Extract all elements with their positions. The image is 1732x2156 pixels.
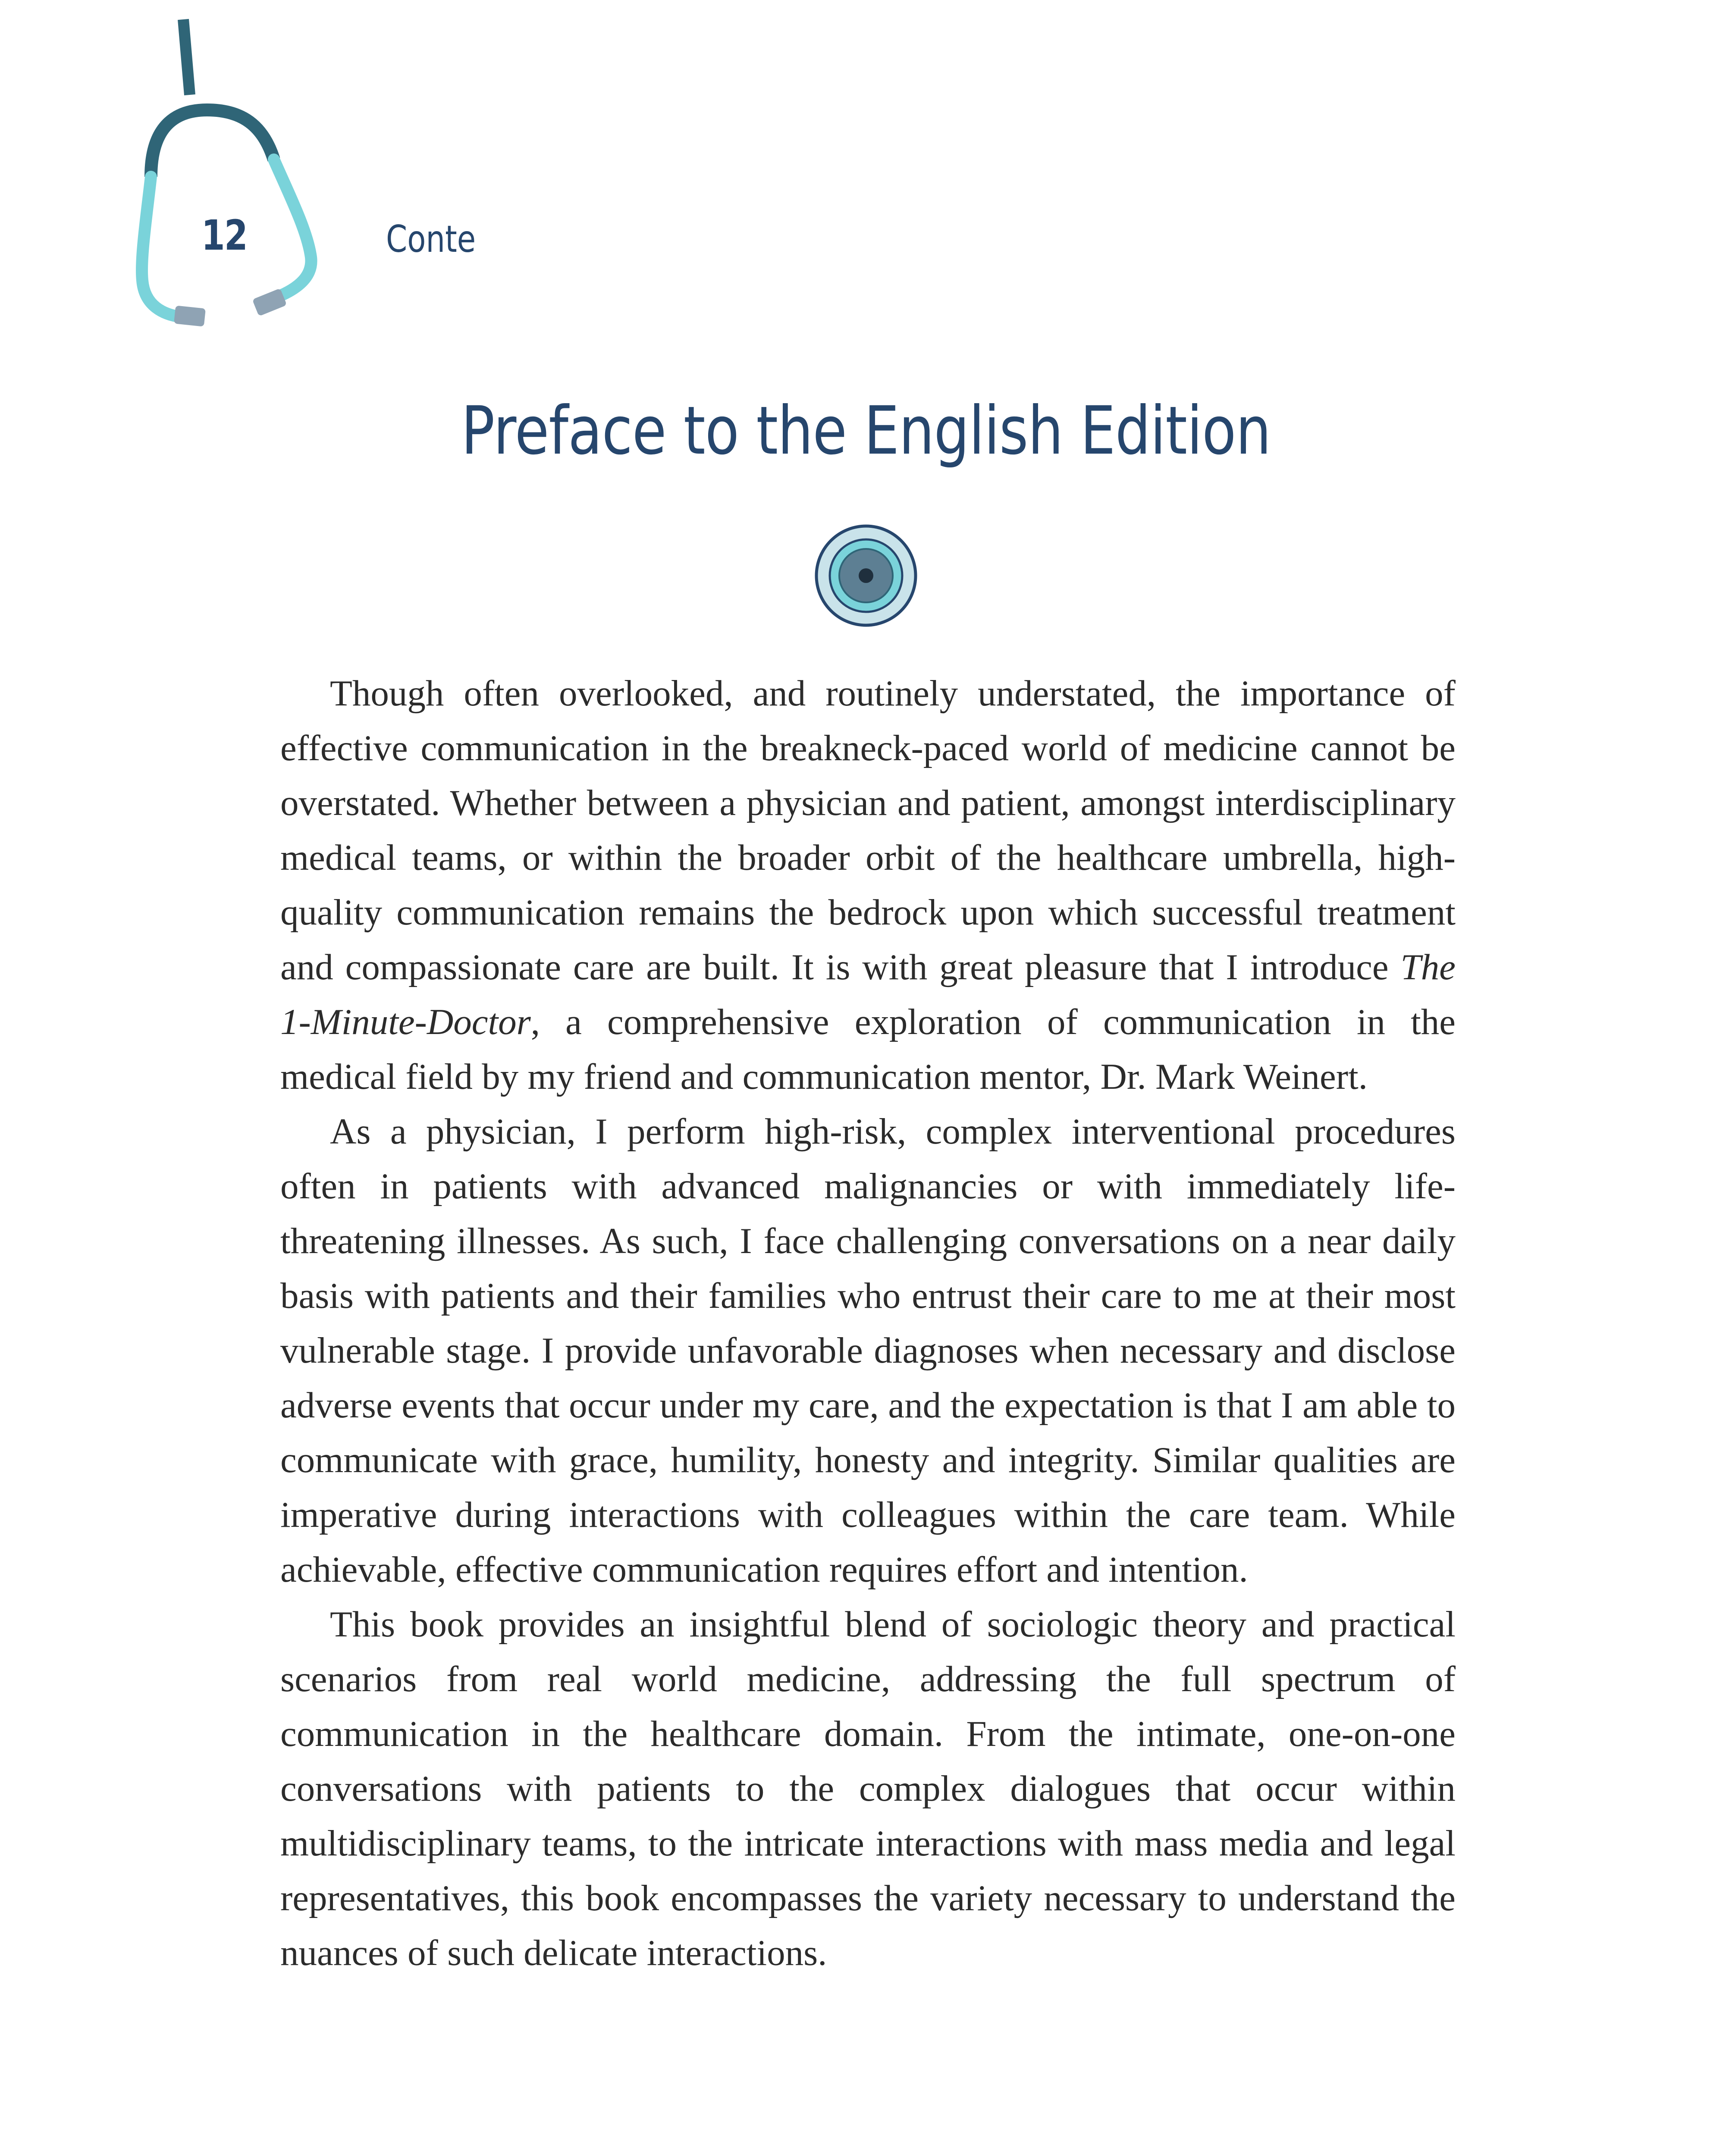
page-number: 12 <box>201 211 248 260</box>
stethoscope-icon <box>129 17 332 336</box>
book-title: The 1-Minute-Doctor <box>280 947 1456 1042</box>
paragraph: This book provides an insightful blend of sociologic theory and practical scenarios from real world medicine, addressing the full spectrum of communication in the healthcare domain. From the intimate, one-on-one conversations with patients to the complex dialogues that occur within multidisciplinary teams, to the intricate interactions with mass media and legal representatives, this book encompasses the variety necessary to understand the nuances of such delicate interactions. <box>280 1604 1456 1973</box>
running-head: Conte <box>386 218 476 261</box>
stethoscope-chestpiece-icon <box>812 522 920 630</box>
preface-body <box>280 666 1456 1981</box>
paragraph: As a physician, I perform high-risk, complex interventional procedures often in patients with advanced malignancies or with immediately life-threatening illnesses. As such, I face challenging conversations on a near daily basis with patients and their families who entrust their care to me at their most vulnerable stage. I provide unfavorable diagnoses when necessary and disclose adverse events that occur under my care, and the expectation is that I am able to communicate with grace, humility, honesty and integrity. Similar qualities are imperative during interactions with colleagues within the care team. While achievable, effective communication requires effort and intention. <box>280 1111 1456 1590</box>
chapter-title: Preface to the English Edition <box>461 392 1271 470</box>
paragraph: Though often overlooked, and routinely understated, the importance of effective communication in the breakneck-paced world of medicine cannot be overstated. Whether between a physician and patient, amongst interdisciplinary medical teams, or within the broader orbit of the healthcare umbrella, high-quality communication remains the bedrock upon which successful treatment and compassionate care are built. It is with great pleasure that I introduce The 1-Minute-Doctor, a comprehensive exploration of communication in the medical field by my friend and communication mentor, Dr. Mark Weinert. <box>280 673 1456 1097</box>
